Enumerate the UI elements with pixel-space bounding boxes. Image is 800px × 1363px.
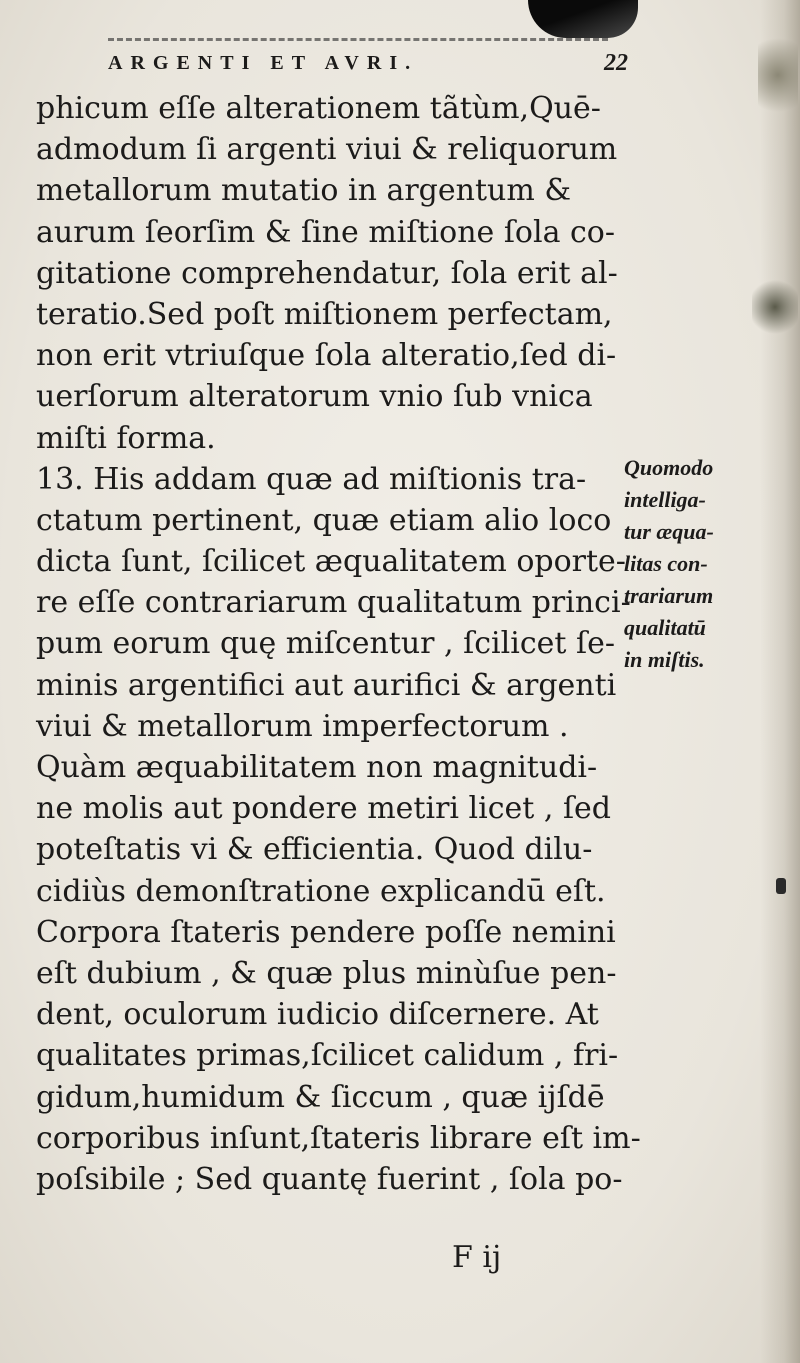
text-line: qualitates primas,ſcilicet calidum , fri-	[36, 1038, 619, 1074]
header-rule	[108, 38, 608, 41]
text-line: aurum ſeorſim & ſine miſtione ſola co-	[36, 214, 615, 250]
ink-speck	[776, 878, 786, 894]
margin-note-line: litas con-	[624, 551, 708, 576]
ink-blot	[528, 0, 638, 38]
text-line: phicum eſſe alterationem tãtùm,Quē-	[36, 91, 601, 126]
text-line: gitatione comprehendatur, ſola erit al-	[36, 255, 618, 291]
text-line: poſsibile ; Sed quantę fuerint , ſola po-	[36, 1161, 623, 1197]
text-line: dicta ſunt, ſcilicet æqualitatem oporte-	[36, 544, 626, 580]
text-line: uerſorum alteratorum vnio ſub vnica	[36, 379, 593, 415]
text-line: minis argentifici aut aurifici & argenti	[36, 667, 617, 703]
text-line: poteſtatis vi & efficientia. Quod dilu-	[36, 832, 593, 868]
text-line: dent, oculorum iudicio diſcernere. At	[36, 997, 599, 1033]
text-line: pum eorum quę miſcentur , ſcilicet ſe-	[36, 626, 615, 662]
text-line: miſti forma.	[36, 420, 216, 456]
page-header	[108, 52, 628, 82]
text-line: non erit vtriuſque ſola alteratio,ſed di-	[36, 338, 617, 374]
margin-note-line: trariarum	[624, 583, 714, 608]
page-number: 22	[604, 50, 628, 76]
text-line: gidum,humidum & ſiccum , quæ ijſdē	[36, 1079, 605, 1115]
text-line: eſt dubium , & quæ plus minùſue pen-	[36, 955, 617, 991]
margin-note-line: qualitatū	[624, 615, 706, 640]
text-line: 13. His addam quæ ad miſtionis tra-	[36, 461, 587, 497]
margin-note	[624, 452, 794, 676]
text-line: Corpora ſtateris pendere poſſe nemini	[36, 914, 616, 950]
stain-mark	[758, 30, 798, 120]
page-edge-shadow	[760, 0, 800, 1363]
text-line: Quàm æquabilitatem non magnitudi-	[36, 750, 598, 785]
text-line: teratio.Sed poſt miſtionem perfectam,	[36, 296, 613, 332]
text-line: re eſſe contrariarum qualitatum princi-	[36, 585, 631, 621]
text-line: metallorum mutatio in argentum &	[36, 173, 572, 209]
text-line: ctatum pertinent, quæ etiam alio loco	[36, 502, 612, 538]
text-line: corporibus inſunt,ſtateris librare eſt im-	[36, 1120, 641, 1156]
body-text	[36, 88, 641, 1200]
margin-note-line: tur æqua-	[624, 519, 714, 544]
margin-note-line: in miſtis.	[624, 647, 705, 672]
signature-mark: F ij	[452, 1240, 502, 1275]
text-line: ne molis aut pondere metiri licet , ſed	[36, 791, 612, 827]
margin-note-line: Quomodo	[624, 455, 714, 480]
text-line: cidiùs demonſtratione explicandū eſt.	[36, 873, 606, 909]
running-title: ARGENTI ET AVRI.	[108, 52, 419, 74]
text-line: viui & metallorum imperfectorum .	[36, 708, 569, 744]
text-line: admodum ſi argenti viui & reliquorum	[36, 132, 618, 168]
stain-mark	[752, 276, 798, 338]
margin-note-line: intelliga-	[624, 487, 706, 512]
